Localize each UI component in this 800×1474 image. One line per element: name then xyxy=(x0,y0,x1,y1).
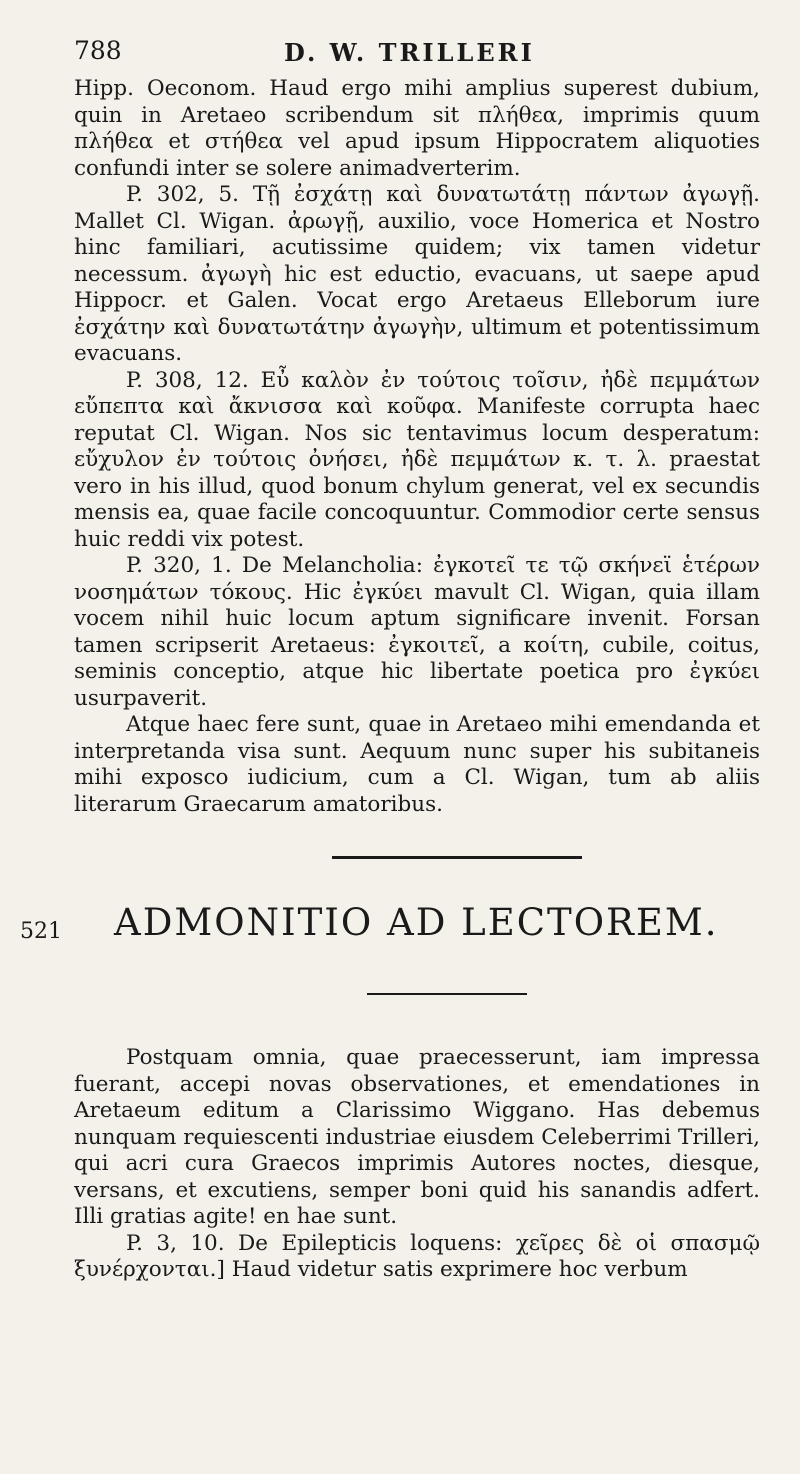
paragraph-p308: P. 308, 12. Εὖ καλὸν ἐν τούτοις τοῖσιν, ἠδὲ πεμμάτων εὔπεπτα καὶ ἄκνισσα καὶ κοῦφα. Manifeste corrupta haec reputat Cl. Wigan. Nos sic tentavimus locum desperatum: εὔχυλον ἐν τούτοις ὀνήσει, ἠδὲ πεμμάτων κ. τ. λ. praestat vero in his illud, quod bonum chylum generat, vel ex secundis mensis ea, quae facile concoquuntur. Commodior certe sensus huic reddi vix potest. xyxy=(74,367,760,552)
page-header xyxy=(74,36,760,76)
paragraph-p3: P. 3, 10. De Epilepticis loquens: χεῖρες δὲ οἱ σπασμῷ ξυνέρχονται.] Haud videtur satis exprimere hoc verbum xyxy=(74,1230,760,1282)
heading-underline-rule xyxy=(367,993,527,995)
upper-text xyxy=(74,76,760,818)
paragraph-p302: P. 302, 5. Τῇ ἐσχάτῃ καὶ δυνατωτάτῃ πάντων ἀγωγῇ. Mallet Cl. Wigan. ἀρωγῇ, auxilio, voce Homerica et Nostro hinc familiari, acutissime quidem; vix tamen videtur necessum. ἀγωγὴ hic est eductio, evacuans, ut saepe apud Hippocr. et Galen. Vocat ergo Aretaeus Elleborum iure ἐσχάτην καὶ δυνατωτάτην ἀγωγὴν, ultimum et potentissimum evacuans. xyxy=(74,182,760,366)
lower-text xyxy=(74,1045,760,1284)
paragraph-p320: P. 320, 1. De Melancholia: ἐγκοτεῖ τε τῷ σκήνεϊ ἑτέρων νοσημάτων τόκους. Hic ἐγκύει mavult Cl. Wigan, quia illam vocem nihil huic locum aptum significare invenit. Forsan tamen scripserit Aretaeus: ἐγκοιτεῖ, a κοίτη, cubile, coitus, seminis conceptio, atque hic libertate poetica pro ἐγκύει usurpaverit. xyxy=(74,553,760,711)
section-heading xyxy=(20,901,760,961)
section-number: 521 xyxy=(20,919,62,944)
running-title: D. W. TRILLERI xyxy=(284,38,535,67)
paragraph-hipp: Hipp. Oeconom. Haud ergo mihi amplius superest dubium, quin in Aretaeo scribendum sit πλήθεα, imprimis quum πλήθεα et στήθεα vel apud ipsum Hippocratem aliquoties confundi inter se solere animadverterim. xyxy=(74,76,760,181)
paragraph-postquam: Postquam omnia, quae praecesserunt, iam impressa fuerant, accepi novas observationes, et emendationes in Aretaeum editum a Clarissimo Wiggano. Has debemus nunquam requiescenti industriae eiusdem Celeberrimi Trilleri, qui acri cura Graecos imprimis Autores noctes, diesque, versans, et excutiens, semper boni quid his sanandis adfert. Illi gratias agite! en hae sunt. xyxy=(74,1045,760,1229)
page-number: 788 xyxy=(74,36,122,65)
paragraph-closing: Atque haec fere sunt, quae in Aretaeo mihi emendanda et interpretanda visa sunt. Aequum nunc super his subitaneis mihi exposco iudicium, cum a Cl. Wigan, tum ab aliis literarum Graecarum amatoribus. xyxy=(74,712,760,817)
section-divider-rule xyxy=(332,856,582,859)
section-title: ADMONITIO AD LECTOREM. xyxy=(114,901,719,944)
